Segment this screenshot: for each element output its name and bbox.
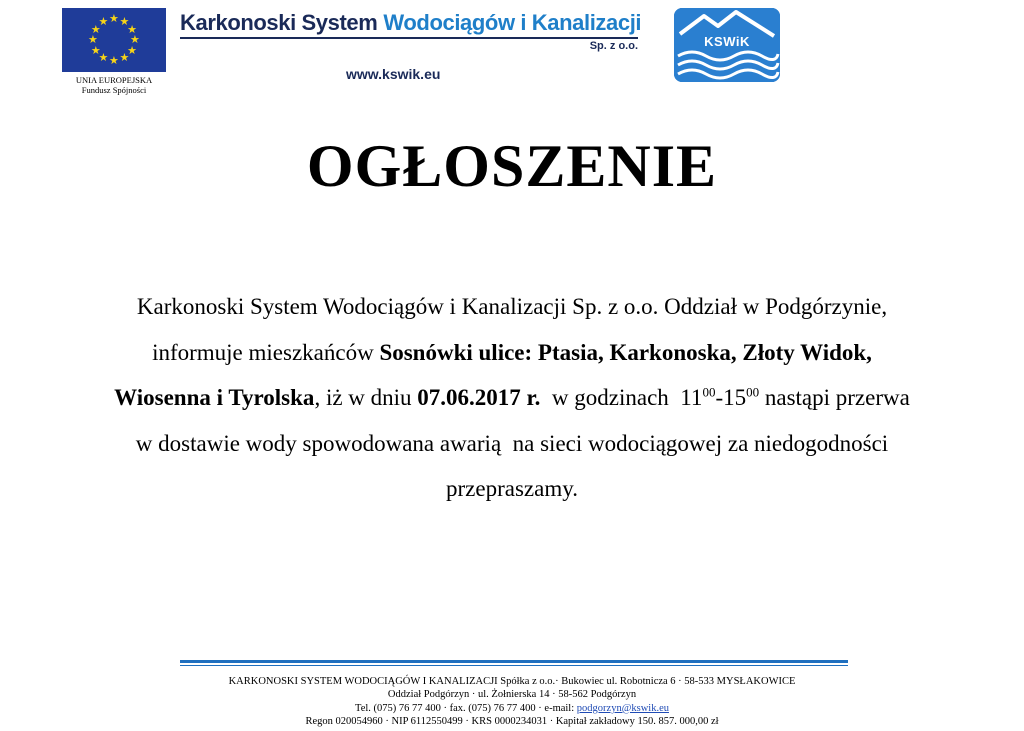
kswik-logo	[674, 8, 780, 82]
brand-name-part2: Wodociągów i Kanalizacji	[383, 10, 642, 35]
announcement-line-3: Wiosenna i Tyrolska, iż w dniu 07.06.2017 r. w godzinach $11^{00}-15^{00}$ nastąpi przerwa	[114, 384, 910, 410]
footer	[150, 675, 874, 728]
eu-star-icon: ★	[127, 22, 138, 36]
footer-contact: Tel. (075) 76 77 400 · fax. (075) 76 77 400 · e-mail: podgorzyn@kswik.eu	[355, 702, 669, 714]
eu-caption-line2: Fundusz Spójności	[81, 85, 147, 95]
eu-star-icon: ★	[90, 43, 101, 57]
announcement-line-5: przepraszamy.	[446, 476, 578, 501]
eu-star-icon: ★	[88, 33, 98, 46]
eu-logo-block	[60, 8, 168, 95]
eu-star-icon: ★	[130, 33, 140, 46]
eu-star-icon: ★	[119, 14, 130, 28]
footer-email-link[interactable]: podgorzyn@kswik.eu	[576, 702, 669, 714]
brand-underline	[180, 37, 638, 39]
company-brand	[180, 10, 650, 82]
footer-divider	[180, 660, 848, 666]
brand-name-part1: Karkonoski System	[180, 10, 378, 35]
brand-suffix: Sp. z o.o.	[589, 40, 638, 52]
footer-company-address: KARKONOSKI SYSTEM WODOCIĄGÓW I KANALIZACJI Spółka z o.o.· Bukowiec ul. Robotnicza 6 · 58-533 MYSŁAKOWICE	[228, 676, 796, 687]
eu-star-icon: ★	[109, 54, 119, 67]
eu-star-icon: ★	[90, 22, 101, 36]
footer-branch-address: Oddział Podgórzyn · ul. Żołnierska 14 · 58-562 Podgórzyn	[387, 689, 637, 701]
eu-star-icon: ★	[98, 51, 109, 65]
affected-streets: Sosnówki ulice: Ptasia, Karkonoska, Złoty Widok,	[379, 339, 872, 365]
eu-star-icon: ★	[119, 51, 130, 65]
eu-star-icon: ★	[109, 12, 119, 25]
page-title: OGŁOSZENIE	[306, 133, 718, 199]
outage-date: 07.06.2017 r.	[417, 385, 541, 410]
announcement-line-4: w dostawie wody spowodowana awarią na sieci wodociągowej za niedogodności	[135, 430, 889, 456]
announcement-body	[50, 284, 974, 512]
eu-star-icon: ★	[127, 43, 138, 57]
footer-registration: Regon 020054960 · NIP 6112550499 · KRS 0000234031 · Kapitał zakładowy 150. 857. 000,00 zł	[305, 715, 719, 727]
announcement-line-2: informuje mieszkańców Sosnówki ulice: Ptasia, Karkonoska, Złoty Widok,	[152, 339, 872, 365]
announcement-line-1: Karkonoski System Wodociągów i Kanalizacji Sp. z o.o. Oddział w Podgórzynie,	[136, 294, 888, 319]
kswik-logo-text: KSWiK	[704, 34, 750, 49]
affected-streets-cont: Wiosenna i Tyrolska	[114, 385, 315, 410]
website-link[interactable]: www.kswik.eu	[346, 66, 441, 82]
eu-flag-icon	[62, 8, 166, 72]
eu-star-icon: ★	[98, 14, 109, 28]
eu-caption-line1: UNIA EUROPEJSKA	[75, 75, 153, 85]
